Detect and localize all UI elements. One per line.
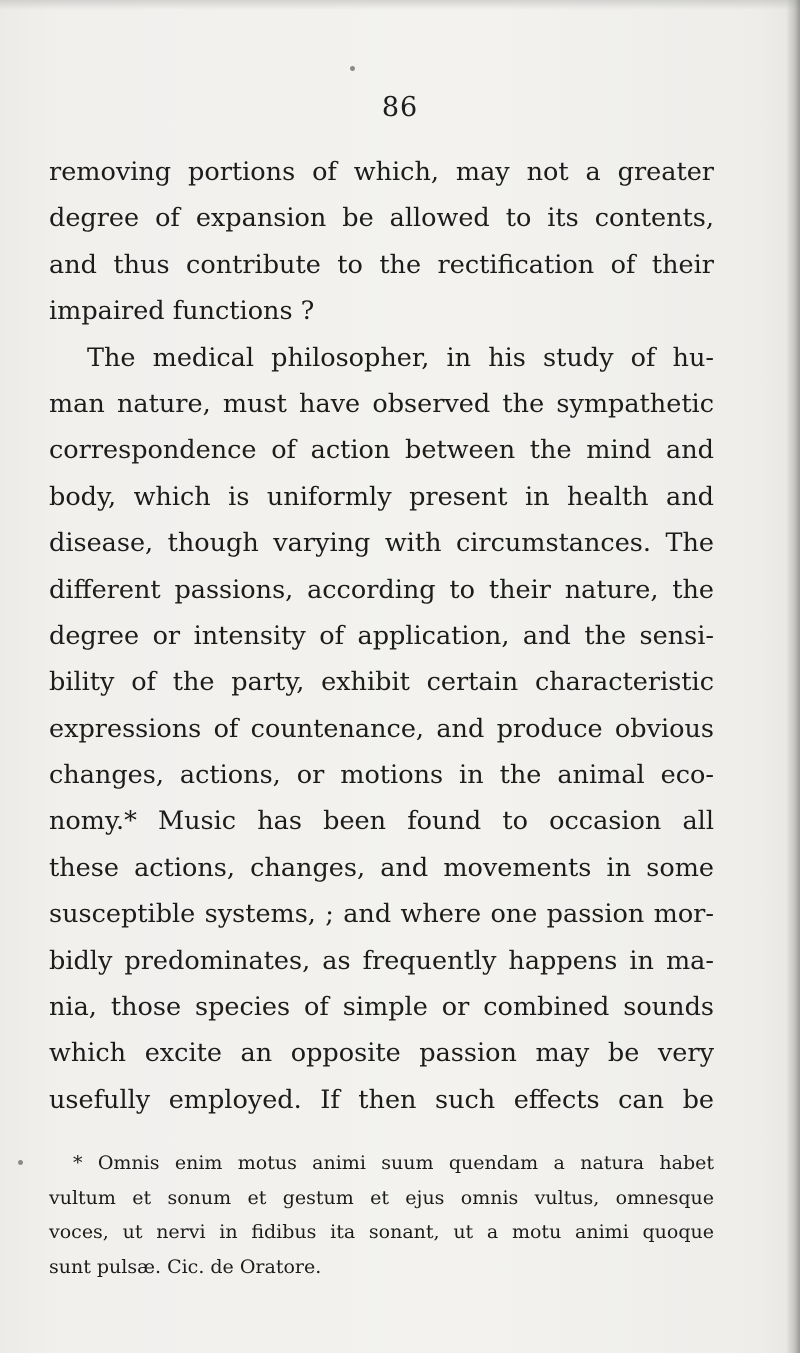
text-line: degree of expansion be allowed to its contents, xyxy=(49,203,714,234)
footnote-line: voces, ut nervi in fidibus ita sonant, ut a motu animi quoque xyxy=(49,1221,714,1243)
ink-speck xyxy=(350,66,355,71)
text-line: expressions of countenance, and produce obvious xyxy=(49,713,714,744)
text-line: nia, those species of simple or combined sounds xyxy=(49,992,714,1023)
footnote-line: * Omnis enim motus animi suum quendam a natura habet xyxy=(73,1152,714,1174)
page-top-shadow xyxy=(0,0,800,10)
text-line: usefully employed. If then such effects can be xyxy=(49,1084,714,1115)
footnote-line: sunt pulsæ. Cic. de Oratore. xyxy=(49,1255,322,1278)
text-line: susceptible systems, ; and where one passion mor- xyxy=(49,899,714,930)
text-line: degree or intensity of application, and the sensi- xyxy=(49,620,714,651)
ink-speck xyxy=(18,1160,23,1165)
text-line: bility of the party, exhibit certain characteristic xyxy=(49,667,714,698)
footnote-line: vultum et sonum et gestum et ejus omnis vultus, omnesque xyxy=(49,1186,714,1209)
page-right-edge-shadow xyxy=(786,0,800,1353)
text-line: correspondence of action between the mind and xyxy=(49,435,714,466)
text-line: different passions, according to their nature, the xyxy=(49,574,714,605)
text-line: changes, actions, or motions in the animal eco- xyxy=(49,760,714,791)
text-line: The medical philosopher, in his study of hu- xyxy=(87,342,714,373)
text-line: which excite an opposite passion may be very xyxy=(49,1038,714,1069)
text-line: disease, though varying with circumstances. The xyxy=(49,528,714,559)
text-line: bidly predominates, as frequently happens in ma- xyxy=(49,945,714,976)
text-line: these actions, changes, and movements in some xyxy=(49,852,714,883)
text-line: impaired functions ? xyxy=(49,296,315,327)
text-line: body, which is uniformly present in health and xyxy=(49,481,714,512)
main-text xyxy=(49,149,714,1123)
text-line: nomy.* Music has been found to occasion all xyxy=(49,806,714,837)
text-line: removing portions of which, may not a greater xyxy=(49,157,714,187)
footnote xyxy=(49,1146,714,1284)
text-line: man nature, must have observed the sympathetic xyxy=(49,388,714,419)
page-number: 86 xyxy=(381,92,419,123)
text-line: and thus contribute to the rectification of their xyxy=(49,249,714,280)
